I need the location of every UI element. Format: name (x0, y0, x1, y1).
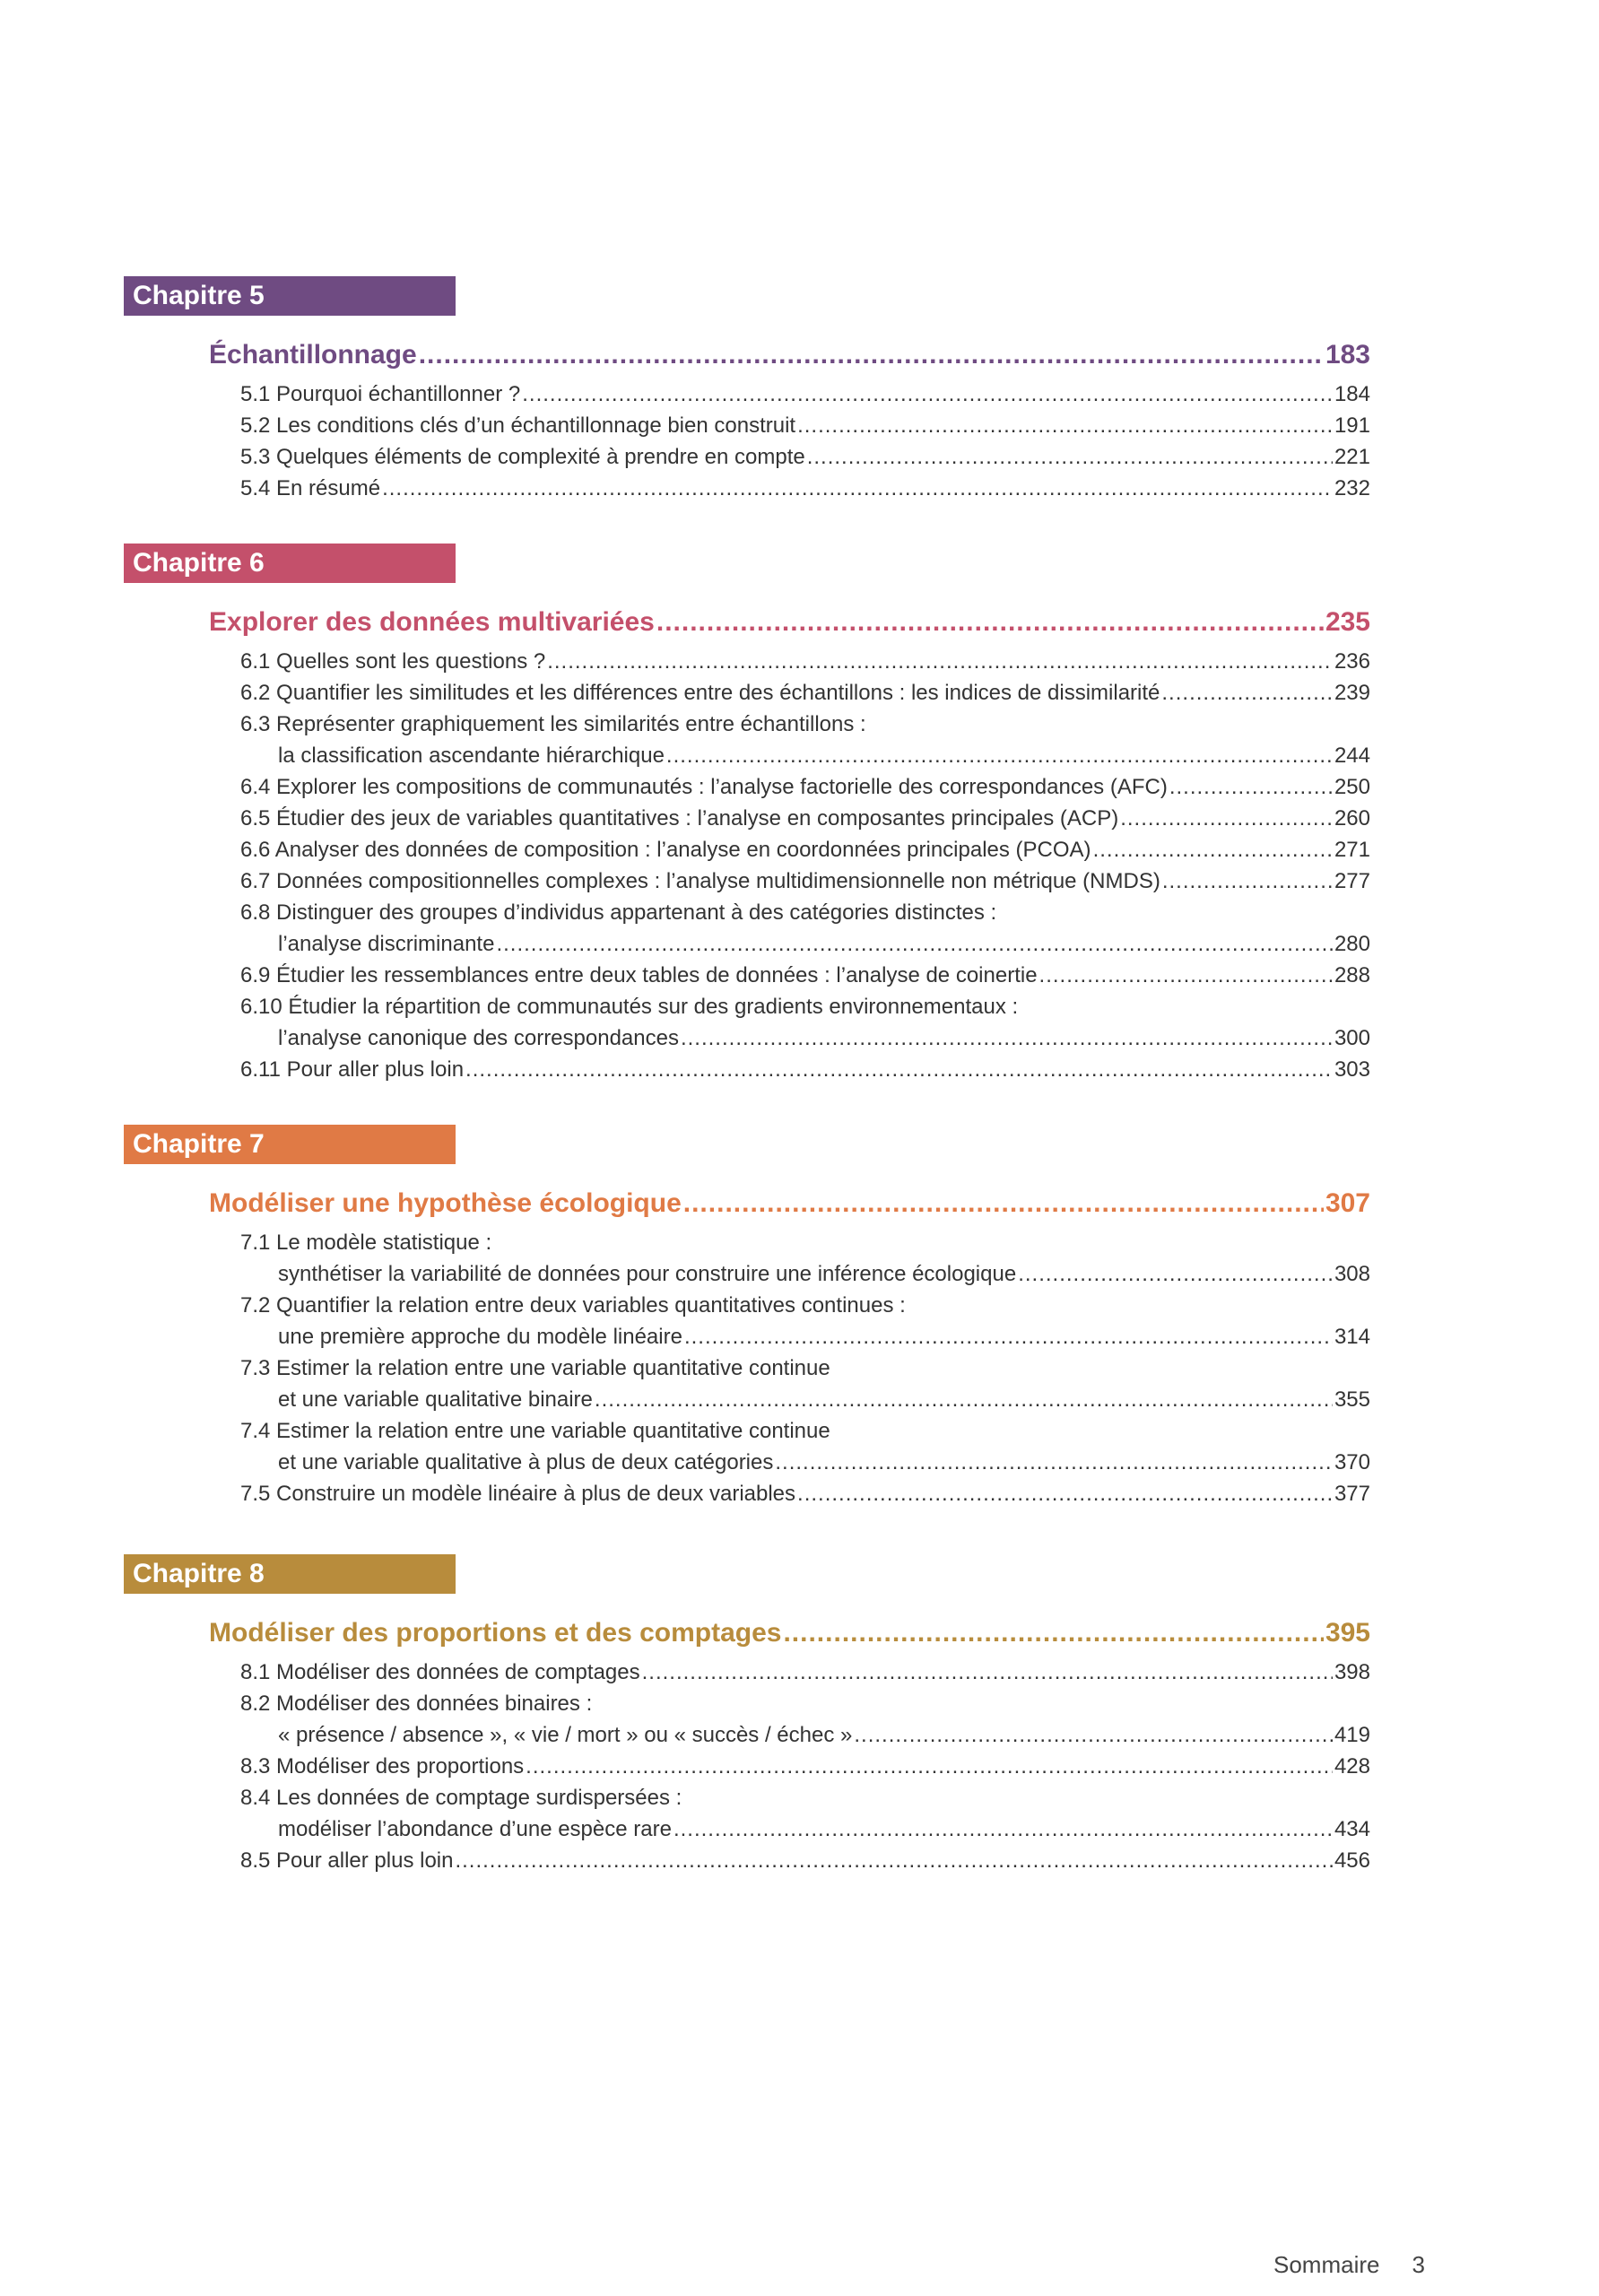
entry-text: 6.4 Explorer les compositions de communautés : l’analyse factorielle des correspondances (AFC) (240, 775, 1168, 799)
dot-leader (1018, 1258, 1333, 1290)
entry-text: 8.2 Modéliser des données binaires : (240, 1692, 593, 1716)
chapter-title: Échantillonnage (209, 340, 417, 370)
entry-text: et une variable qualitative binaire (278, 1387, 593, 1412)
toc-entry[interactable] (240, 1688, 1370, 1751)
toc-entry[interactable] (240, 1751, 1370, 1782)
toc-entry[interactable] (240, 1845, 1370, 1876)
entry-text: 6.7 Données compositionnelles complexes : l’analyse multidimensionnelle non métrique (NMDS) (240, 869, 1160, 893)
chapter-page-number: 183 (1325, 340, 1370, 370)
entry-page-number: 428 (1334, 1754, 1370, 1779)
dot-leader (455, 1845, 1332, 1876)
dot-leader (496, 928, 1333, 960)
dot-leader (1039, 960, 1333, 991)
chapter-section (124, 1554, 1370, 1876)
entry-text: une première approche du modèle linéaire (278, 1325, 682, 1349)
entry-list (240, 378, 1370, 504)
dot-leader (1169, 771, 1333, 803)
entry-page-number: 271 (1334, 838, 1370, 862)
dot-leader (382, 473, 1333, 504)
entry-list (240, 1657, 1370, 1876)
dot-leader (797, 410, 1333, 441)
entry-page-number: 398 (1334, 1660, 1370, 1684)
dot-leader (465, 1054, 1333, 1085)
entry-page-number: 303 (1334, 1057, 1370, 1082)
entry-text: 8.4 Les données de comptage surdispersées : (240, 1786, 682, 1810)
toc-entry[interactable] (240, 1415, 1370, 1478)
dot-leader (547, 646, 1333, 677)
entry-page-number: 377 (1334, 1482, 1370, 1506)
entry-text: 7.1 Le modèle statistique : (240, 1231, 492, 1255)
toc-entry[interactable] (240, 410, 1370, 441)
toc-entry[interactable] (240, 803, 1370, 834)
entry-text: l’analyse discriminante (278, 932, 495, 956)
dot-leader (526, 1751, 1333, 1782)
entry-text: 8.3 Modéliser des proportions (240, 1754, 525, 1779)
entry-page-number: 456 (1334, 1848, 1370, 1873)
entry-text: la classification ascendante hiérarchique (278, 744, 665, 768)
entry-page-number: 280 (1334, 932, 1370, 956)
entry-page-number: 288 (1334, 963, 1370, 987)
entry-text: 6.1 Quelles sont les questions ? (240, 649, 546, 674)
dot-leader (854, 1719, 1333, 1751)
entry-text: 5.3 Quelques éléments de complexité à prendre en compte (240, 445, 805, 469)
entry-text: 6.11 Pour aller plus loin (240, 1057, 465, 1082)
dot-leader (522, 378, 1333, 410)
chapter-title-row[interactable] (209, 1186, 1370, 1222)
entry-text: 5.2 Les conditions clés d’un échantillonnage bien construit (240, 413, 796, 438)
toc-entry[interactable] (240, 1478, 1370, 1509)
dot-leader (1120, 803, 1333, 834)
entry-text: 6.8 Distinguer des groupes d’individus appartenant à des catégories distinctes : (240, 900, 997, 925)
dot-leader (419, 337, 1324, 373)
entry-list (240, 1227, 1370, 1509)
toc-entry[interactable] (240, 1227, 1370, 1290)
chapter-label: Chapitre 7 (124, 1125, 456, 1164)
chapter-page-number: 235 (1325, 607, 1370, 637)
entry-text: modéliser l’abondance d’une espèce rare (278, 1817, 672, 1841)
chapter-title-row[interactable] (209, 1615, 1370, 1651)
toc-entry[interactable] (240, 646, 1370, 677)
entry-page-number: 300 (1334, 1026, 1370, 1050)
entry-text: synthétiser la variabilité de données pour construire une inférence écologique (278, 1262, 1017, 1286)
entry-text: l’analyse canonique des correspondances (278, 1026, 679, 1050)
dot-leader (783, 1615, 1323, 1651)
entry-page-number: 419 (1334, 1723, 1370, 1747)
entry-page-number: 184 (1334, 382, 1370, 406)
entry-text: 7.5 Construire un modèle linéaire à plus de deux variables (240, 1482, 796, 1506)
dot-leader (797, 1478, 1333, 1509)
entry-page-number: 355 (1334, 1387, 1370, 1412)
chapter-section (124, 544, 1370, 1085)
entry-page-number: 314 (1334, 1325, 1370, 1349)
dot-leader (1093, 834, 1333, 865)
dot-leader (673, 1813, 1333, 1845)
entry-text: « présence / absence », « vie / mort » ou « succès / échec » (278, 1723, 853, 1747)
toc-entry[interactable] (240, 834, 1370, 865)
dot-leader (595, 1384, 1333, 1415)
toc-entry[interactable] (240, 441, 1370, 473)
chapter-title: Explorer des données multivariées (209, 607, 655, 637)
entry-text: 6.5 Étudier des jeux de variables quantitatives : l’analyse en composantes principales (ACP) (240, 806, 1119, 831)
chapter-title-row[interactable] (209, 337, 1370, 373)
chapter-title: Modéliser une hypothèse écologique (209, 1188, 682, 1218)
chapter-title-row[interactable] (209, 604, 1370, 640)
entry-page-number: 277 (1334, 869, 1370, 893)
entry-page-number: 239 (1334, 681, 1370, 705)
entry-page-number: 370 (1334, 1450, 1370, 1474)
entry-text: 6.3 Représenter graphiquement les similarités entre échantillons : (240, 712, 866, 736)
entry-text: 6.6 Analyser des données de composition : l’analyse en coordonnées principales (PCOA) (240, 838, 1091, 862)
toc-entry[interactable] (240, 378, 1370, 410)
entry-list (240, 646, 1370, 1085)
entry-page-number: 191 (1334, 413, 1370, 438)
entry-text: et une variable qualitative à plus de deux catégories (278, 1450, 774, 1474)
entry-text: 5.1 Pourquoi échantillonner ? (240, 382, 521, 406)
entry-text: 5.4 En résumé (240, 476, 381, 500)
dot-leader (807, 441, 1333, 473)
footer-section: Sommaire (1273, 2251, 1380, 2278)
entry-text: 8.5 Pour aller plus loin (240, 1848, 454, 1873)
entry-text: 7.2 Quantifier la relation entre deux variables quantitatives continues : (240, 1293, 906, 1318)
entry-page-number: 244 (1334, 744, 1370, 768)
toc-entry[interactable] (240, 1290, 1370, 1352)
dot-leader (683, 1186, 1324, 1222)
entry-text: 6.2 Quantifier les similitudes et les différences entre des échantillons : les indices de dissimilarité (240, 681, 1160, 705)
entry-text: 7.3 Estimer la relation entre une variable quantitative continue (240, 1356, 830, 1380)
entry-page-number: 434 (1334, 1817, 1370, 1841)
entry-text: 6.10 Étudier la répartition de communautés sur des gradients environnementaux : (240, 995, 1019, 1019)
toc-entry[interactable] (240, 960, 1370, 991)
entry-text: 8.1 Modéliser des données de comptages (240, 1660, 640, 1684)
toc-entry[interactable] (240, 991, 1370, 1054)
toc-entry[interactable] (240, 1657, 1370, 1688)
entry-page-number: 236 (1334, 649, 1370, 674)
dot-leader (1162, 865, 1333, 897)
entry-text: 6.9 Étudier les ressemblances entre deux tables de données : l’analyse de coinertie (240, 963, 1038, 987)
dot-leader (1161, 677, 1333, 709)
toc-entry[interactable] (240, 1352, 1370, 1415)
entry-text: 7.4 Estimer la relation entre une variable quantitative continue (240, 1419, 830, 1443)
toc-entry[interactable] (240, 1054, 1370, 1085)
page-footer (1273, 2251, 1425, 2279)
dot-leader (666, 740, 1333, 771)
dot-leader (642, 1657, 1333, 1688)
chapter-title: Modéliser des proportions et des comptages (209, 1618, 782, 1648)
chapter-label: Chapitre 8 (124, 1554, 456, 1594)
entry-page-number: 221 (1334, 445, 1370, 469)
toc-entry[interactable] (240, 473, 1370, 504)
entry-page-number: 308 (1334, 1262, 1370, 1286)
entry-page-number: 232 (1334, 476, 1370, 500)
page-number: 3 (1412, 2251, 1425, 2278)
toc-entry[interactable] (240, 865, 1370, 897)
dot-leader (681, 1022, 1333, 1054)
toc-entry[interactable] (240, 1782, 1370, 1845)
dot-leader (775, 1447, 1333, 1478)
toc-entry[interactable] (240, 897, 1370, 960)
chapter-label: Chapitre 5 (124, 276, 456, 316)
toc-entry[interactable] (240, 677, 1370, 709)
entry-page-number: 250 (1334, 775, 1370, 799)
chapter-label: Chapitre 6 (124, 544, 456, 583)
chapter-section (124, 276, 1370, 504)
dot-leader (656, 604, 1324, 640)
chapter-page-number: 395 (1325, 1618, 1370, 1648)
entry-page-number: 260 (1334, 806, 1370, 831)
toc-entry[interactable] (240, 771, 1370, 803)
toc-entry[interactable] (240, 709, 1370, 771)
chapter-section (124, 1125, 1370, 1509)
chapter-page-number: 307 (1325, 1188, 1370, 1218)
dot-leader (684, 1321, 1333, 1352)
